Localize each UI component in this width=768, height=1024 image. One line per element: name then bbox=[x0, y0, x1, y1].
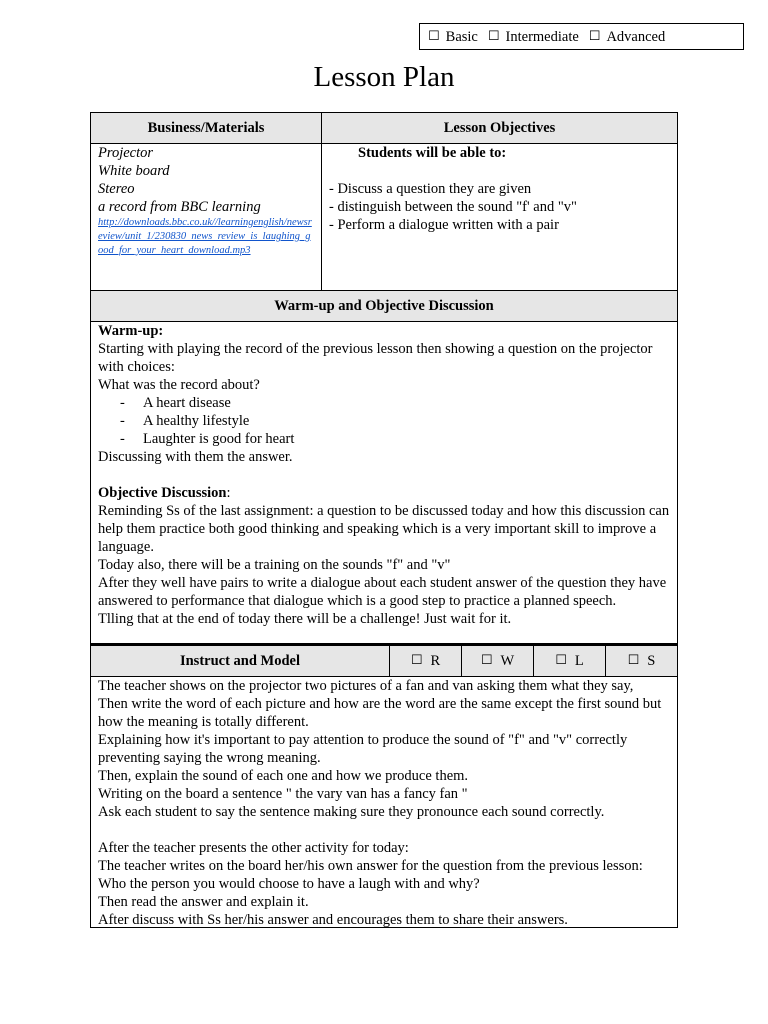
objective-item: - distinguish between the sound "f' and "v" bbox=[329, 199, 577, 215]
skill-label: S bbox=[647, 653, 656, 669]
checkbox-icon[interactable]: ☐ bbox=[410, 653, 423, 668]
paragraph: What was the record about? bbox=[98, 377, 260, 393]
paragraph: Starting with playing the record of the previous lesson then showing a question on the projector with choices: bbox=[98, 341, 653, 375]
warmup-body bbox=[91, 322, 677, 644]
level-basic-label: Basic bbox=[445, 28, 478, 45]
paragraph: Tlling that at the end of today there will be a challenge! Just wait for it. bbox=[98, 611, 512, 627]
level-intermediate[interactable] bbox=[488, 28, 579, 46]
warmup-label: Warm-up: bbox=[98, 323, 164, 339]
choice-text: A healthy lifestyle bbox=[143, 413, 250, 429]
paragraph: The teacher writes on the board her/his own answer for the question from the previous lesson: bbox=[98, 858, 643, 874]
skill-reading[interactable] bbox=[390, 646, 462, 676]
objective-item: - Perform a dialogue written with a pair bbox=[329, 217, 559, 233]
warmup-section bbox=[90, 290, 678, 644]
list-item bbox=[98, 394, 670, 412]
audio-link[interactable]: http://downloads.bbc.co.uk//learningenglish/newsreview/unit_1/230830_news_review_is_laughing_good_for_your_heart_download.mp3 bbox=[98, 217, 312, 256]
skill-label: R bbox=[430, 653, 441, 669]
paragraph: After discuss with Ss her/his answer and encourages them to share their answers. bbox=[98, 912, 568, 928]
materials-objectives-section bbox=[90, 112, 678, 291]
choice-text: A heart disease bbox=[143, 395, 231, 411]
paragraph: Then read the answer and explain it. bbox=[98, 894, 309, 910]
section-header bbox=[91, 112, 677, 144]
skill-listening[interactable] bbox=[534, 646, 606, 676]
paragraph: Ask each student to say the sentence making sure they pronounce each sound correctly. bbox=[98, 804, 605, 820]
dash-marker: - bbox=[120, 413, 125, 429]
paragraph: Reminding Ss of the last assignment: a question to be discussed today and how this discussion can help them practice both good thinking and speaking which is a very important skill to improve a language. bbox=[98, 503, 670, 555]
level-intermediate-label: Intermediate bbox=[505, 28, 579, 45]
paragraph: After the teacher presents the other activity for today: bbox=[98, 840, 409, 856]
skill-label: L bbox=[574, 653, 584, 669]
checkbox-icon[interactable]: ☐ bbox=[627, 653, 640, 668]
checkbox-icon[interactable]: ☐ bbox=[555, 653, 567, 668]
checkbox-icon[interactable]: ☐ bbox=[588, 28, 601, 44]
objective-item: - Discuss a question they are given bbox=[329, 181, 532, 197]
level-selector bbox=[419, 23, 744, 50]
instruct-section bbox=[90, 644, 678, 928]
checkbox-icon[interactable]: ☐ bbox=[487, 28, 500, 44]
checkbox-icon[interactable]: ☐ bbox=[428, 28, 440, 44]
objectives-header: Lesson Objectives bbox=[443, 120, 556, 136]
skill-label: W bbox=[500, 653, 515, 669]
paragraph: Explaining how it's important to pay attention to produce the sound of "f" and "v" correctly preventing saying the wrong meaning. bbox=[98, 732, 628, 766]
list-item bbox=[98, 412, 670, 430]
list-item bbox=[98, 430, 670, 448]
dash-marker: - bbox=[120, 395, 125, 411]
level-advanced[interactable] bbox=[589, 28, 665, 46]
skill-speaking[interactable] bbox=[606, 646, 677, 676]
section-body bbox=[91, 144, 677, 291]
paragraph: The teacher shows on the projector two pictures of a fan and van asking them what they say, bbox=[98, 678, 634, 694]
objective-discussion-label: Objective Discussion bbox=[98, 485, 227, 501]
level-advanced-label: Advanced bbox=[606, 28, 666, 45]
paragraph: After they well have pairs to write a dialogue about each student answer of the question they have answered to performance that dialogue which is a good step to practice a planned speech. bbox=[98, 575, 667, 609]
paragraph: Then, explain the sound of each one and how we produce them. bbox=[98, 768, 469, 784]
checkbox-icon[interactable]: ☐ bbox=[480, 653, 493, 668]
objectives-intro: Students will be able to: bbox=[358, 145, 507, 161]
instruct-body bbox=[91, 677, 677, 928]
paragraph: Today also, there will be a training on the sounds "f" and "v" bbox=[98, 557, 451, 573]
material-item: Projector bbox=[98, 145, 154, 161]
level-basic[interactable] bbox=[428, 28, 478, 46]
paragraph: Who the person you would choose to have a laugh with and why? bbox=[98, 876, 480, 892]
objectives-cell bbox=[322, 144, 677, 291]
choice-text: Laughter is good for heart bbox=[143, 431, 295, 447]
paragraph: Discussing with them the answer. bbox=[98, 449, 293, 465]
paragraph: Writing on the board a sentence " the vary van has a fancy fan " bbox=[98, 786, 468, 802]
dash-marker: - bbox=[120, 431, 125, 447]
material-item: White board bbox=[98, 163, 170, 179]
paragraph: Then write the word of each picture and how are the word are the same except the first sound but how the meaning is totally different. bbox=[98, 696, 662, 730]
warmup-header: Warm-up and Objective Discussion bbox=[91, 290, 677, 322]
instruct-header-row bbox=[91, 644, 677, 677]
colon: : bbox=[226, 485, 231, 501]
instruct-header: Instruct and Model bbox=[91, 646, 390, 676]
material-item: Stereo bbox=[98, 181, 135, 197]
page-title: Lesson Plan bbox=[313, 61, 455, 93]
materials-header: Business/Materials bbox=[91, 113, 322, 143]
materials-cell bbox=[91, 144, 322, 291]
skill-writing[interactable] bbox=[462, 646, 534, 676]
material-item: a record from BBC learning bbox=[98, 199, 261, 215]
